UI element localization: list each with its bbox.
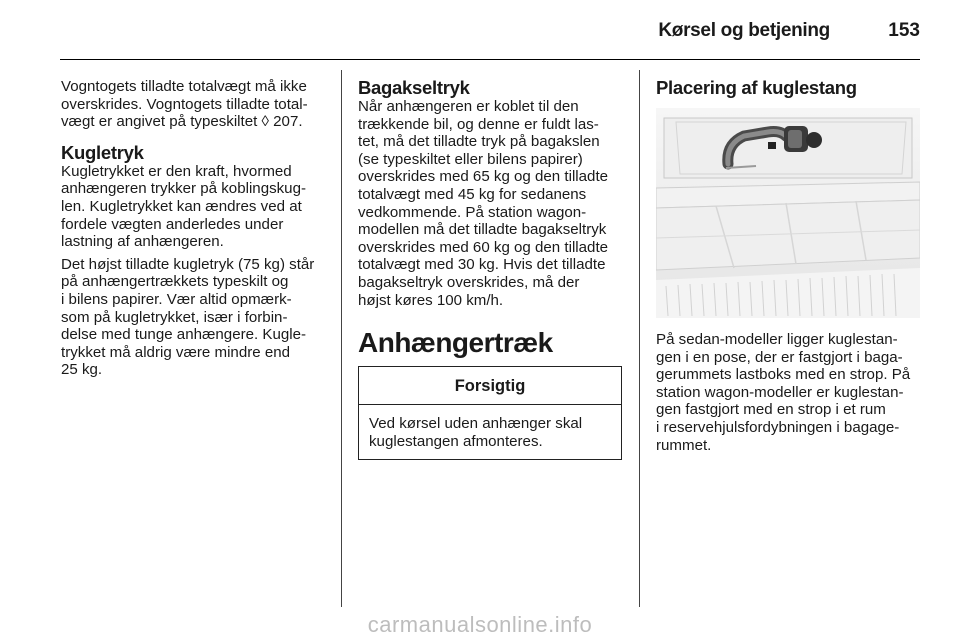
- section-heading-bagakseltryk: Bagakseltryk: [358, 77, 470, 98]
- caution-body: [359, 405, 621, 450]
- text-line: 25 kg.: [61, 361, 103, 379]
- text-line: i bilens papirer. Vær altid opmærk-: [61, 290, 292, 308]
- column-1: [61, 78, 329, 384]
- text-line: fordele vægten anderledes under: [61, 215, 284, 233]
- header-title: Kørsel og betjening: [658, 20, 830, 41]
- section-heading-kugletryk: Kugletryk: [61, 141, 144, 163]
- text-line: bagakseltryk overskrides, må der: [358, 273, 580, 291]
- towbar-location-paragraph: [656, 331, 924, 454]
- text-line: trækkende bil, og denne er fuldt las-: [358, 115, 599, 133]
- text-line: overskrides med 60 kg og den tilladte: [358, 238, 609, 256]
- column-divider-1: [341, 70, 342, 607]
- text-line: gerummets lastboks med en strop. På: [656, 366, 911, 384]
- text-line: På sedan-modeller ligger kuglestan-: [656, 331, 898, 348]
- bagakseltryk-paragraph: [358, 98, 626, 309]
- text-line: som på kugletrykket, især i forbin-: [61, 308, 288, 326]
- text-line: modellen må det tilladte bagakseltryk: [358, 221, 607, 239]
- text-line: tet, må det tilladte tryk på bagakslen: [358, 133, 600, 151]
- section-heading-placering: Placering af kuglestang: [656, 77, 857, 98]
- text-line: Vogntogets tilladte totalvægt må ikke: [61, 78, 307, 95]
- text-line: Ved kørsel uden anhænger skal: [369, 415, 583, 432]
- caution-box: [358, 366, 622, 460]
- text-line: kuglestangen afmonteres.: [369, 432, 543, 450]
- text-line: højst køres 100 km/h.: [358, 291, 504, 309]
- page-header: [60, 0, 920, 60]
- text-line: rummet.: [656, 436, 712, 454]
- text-line: delse med tunge anhængere. Kugle-: [61, 326, 307, 344]
- text-line: station wagon-modeller er kuglestan-: [656, 383, 904, 401]
- towbar-location-illustration: [656, 108, 920, 318]
- text-line: trykket må aldrig være mindre end: [61, 343, 291, 361]
- text-line: Når anhængeren er koblet til den: [358, 98, 579, 115]
- text-line: på anhængertrækkets typeskilt og: [61, 273, 289, 291]
- kugletryk-paragraph-2: [61, 256, 329, 379]
- text-line: totalvægt med 45 kg for sedanens: [358, 185, 587, 203]
- text-line: anhængeren trykker på koblingskug-: [61, 180, 306, 198]
- header-rule: [60, 59, 920, 60]
- chapter-heading-anhaengertraek: Anhængertræk: [358, 327, 553, 359]
- text-line: len. Kugletrykket kan ændres ved at: [61, 197, 302, 215]
- intro-paragraph: [61, 78, 329, 131]
- text-line: vægt er angivet på typeskiltet ◊ 207.: [61, 113, 303, 131]
- text-line: vedkommende. På station wagon-: [358, 203, 587, 221]
- text-line: totalvægt med 30 kg. Hvis det tilladte: [358, 256, 606, 274]
- column-2: [358, 78, 626, 359]
- text-line: gen fastgjort med en strop i et rum: [656, 401, 886, 419]
- text-line: overskrides. Vogntogets tilladte total-: [61, 95, 308, 113]
- text-line: i reservehjulsfordybningen i bagage-: [656, 418, 900, 436]
- text-line: lastning af anhængeren.: [61, 233, 224, 251]
- kugletryk-paragraph-1: [61, 163, 329, 251]
- page-number: 153: [888, 20, 920, 41]
- text-line: (se typeskiltet eller bilens papirer): [358, 150, 583, 168]
- watermark: carmanualsonline.info: [367, 612, 593, 637]
- text-line: Kugletrykket er den kraft, hvormed: [61, 162, 292, 180]
- column-divider-2: [639, 70, 640, 607]
- column-3: [656, 78, 924, 98]
- text-line: gen i en pose, der er fastgjort i baga-: [656, 348, 903, 366]
- text-line: Det højst tilladte kugletryk (75 kg) står: [61, 255, 315, 273]
- caution-title: Forsigtig: [359, 367, 621, 405]
- text-line: overskrides med 65 kg og den tilladte: [358, 168, 609, 186]
